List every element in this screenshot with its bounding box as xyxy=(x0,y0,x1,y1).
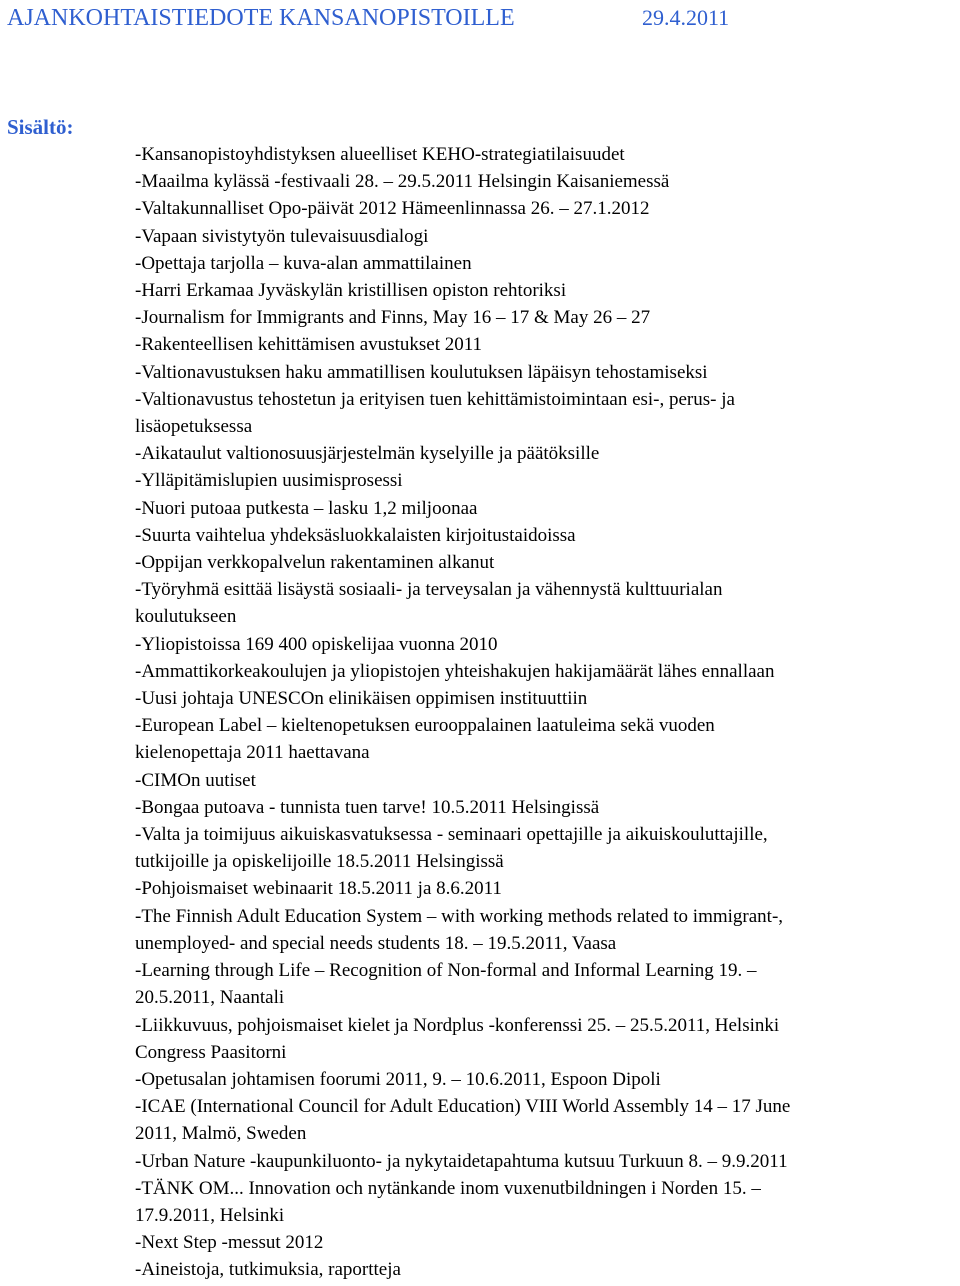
contents-item-line: -Ylläpitämislupien uusimisprosessi xyxy=(135,470,403,492)
contents-item xyxy=(135,168,960,195)
contents-item xyxy=(135,712,960,766)
contents-item-line: -Learning through Life – Recognition of Non-formal and Informal Learning 19. – xyxy=(135,960,757,982)
contents-item-line: -CIMOn uutiset xyxy=(135,769,256,791)
contents-item xyxy=(135,467,960,494)
contents-item xyxy=(135,141,960,168)
contents-item-line: lisäopetuksessa xyxy=(135,416,253,438)
contents-item xyxy=(135,658,960,685)
contents-item-line: -Ammattikorkeakoulujen ja yliopistojen yhteishakujen hakijamäärät lähes ennallaan xyxy=(135,660,775,682)
contents-item-line: -Urban Nature -kaupunkiluonto- ja nykytaidetapahtuma kutsuu Turkuun 8. – 9.9.2011 xyxy=(135,1150,788,1172)
document-header xyxy=(7,2,947,34)
contents-item-line: -Uusi johtaja UNESCOn elinikäisen oppimisen instituuttiin xyxy=(135,688,588,710)
contents-item-line: -Opettaja tarjolla – kuva-alan ammattilainen xyxy=(135,252,472,274)
contents-item-line: 2011, Malmö, Sweden xyxy=(135,1123,307,1145)
contents-item xyxy=(135,1256,960,1283)
contents-item xyxy=(135,1012,960,1066)
contents-item-line: koulutukseen xyxy=(135,606,237,628)
contents-item-line: -Pohjoismaiset webinaarit 18.5.2011 ja 8.6.2011 xyxy=(135,878,502,900)
contents-item-line: Congress Paasitorni xyxy=(135,1041,287,1063)
contents-item xyxy=(135,767,960,794)
contents-item xyxy=(135,821,960,875)
contents-item xyxy=(135,1229,960,1256)
contents-item-line: -Aikataulut valtionosuusjärjestelmän kyselyille ja päätöksille xyxy=(135,443,600,465)
contents-item-line: tutkijoille ja opiskelijoille 18.5.2011 Helsingissä xyxy=(135,851,504,873)
contents-item-line: -Valtionavustus tehostetun ja erityisen tuen kehittämistoimintaan esi-, perus- ja xyxy=(135,388,735,410)
contents-item xyxy=(135,522,960,549)
contents-item-line: -ICAE (International Council for Adult Education) VIII World Assembly 14 – 17 June xyxy=(135,1096,791,1118)
contents-item xyxy=(135,1093,960,1147)
contents-item xyxy=(135,903,960,957)
contents-item-line: -Yliopistoissa 169 400 opiskelijaa vuonna 2010 xyxy=(135,633,498,655)
contents-item-line: -Nuori putoaa putkesta – lasku 1,2 miljoonaa xyxy=(135,497,478,519)
document-title: AJANKOHTAISTIEDOTE KANSANOPISTOILLE xyxy=(7,5,515,31)
contents-item-line: -Valtakunnalliset Opo-päivät 2012 Hämeenlinnassa 26. – 27.1.2012 xyxy=(135,198,650,220)
document-date: 29.4.2011 xyxy=(642,5,730,30)
contents-item-line: kielenopettaja 2011 haettavana xyxy=(135,742,370,764)
contents-item xyxy=(135,631,960,658)
contents-item-line: -European Label – kieltenopetuksen eurooppalainen laatuleima sekä vuoden xyxy=(135,715,715,737)
contents-item-line: 20.5.2011, Naantali xyxy=(135,987,285,1009)
contents-item-line: -Harri Erkamaa Jyväskylän kristillisen opiston rehtoriksi xyxy=(135,280,567,302)
contents-item-line: -Rakenteellisen kehittämisen avustukset 2011 xyxy=(135,334,483,356)
contents-item xyxy=(135,875,960,902)
contents-item-line: -Oppijan verkkopalvelun rakentaminen alkanut xyxy=(135,552,495,574)
contents-item xyxy=(135,685,960,712)
contents-item xyxy=(135,495,960,522)
contents-item xyxy=(135,1148,960,1175)
contents-item xyxy=(135,1066,960,1093)
contents-item-line: -Liikkuvuus, pohjoismaiset kielet ja Nordplus -konferenssi 25. – 25.5.2011, Helsinki xyxy=(135,1014,780,1036)
contents-item-line: -Valtionavustuksen haku ammatillisen koulutuksen läpäisyn tehostamiseksi xyxy=(135,361,708,383)
contents-heading: Sisältö: xyxy=(7,115,74,139)
contents-item-line: -Kansanopistoyhdistyksen alueelliset KEHO-strategiatilaisuudet xyxy=(135,144,625,165)
contents-item-line: -TÄNK OM... Innovation och nytänkande inom vuxenutbildningen i Norden 15. – xyxy=(135,1177,761,1199)
contents-item-line: 17.9.2011, Helsinki xyxy=(135,1204,285,1226)
contents-item-line: -Vapaan sivistytyön tulevaisuusdialogi xyxy=(135,225,429,247)
contents-item-line: -Bongaa putoava - tunnista tuen tarve! 10.5.2011 Helsingissä xyxy=(135,796,600,818)
contents-item xyxy=(135,359,960,386)
contents-item-line: -The Finnish Adult Education System – with working methods related to immigrant-, xyxy=(135,905,784,927)
contents-item-line: -Next Step -messut 2012 xyxy=(135,1232,324,1254)
contents-item-line: -Työryhmä esittää lisäystä sosiaali- ja terveysalan ja vähennystä kulttuurialan xyxy=(135,579,723,601)
contents-list xyxy=(135,141,960,1284)
contents-item xyxy=(135,794,960,821)
contents-item xyxy=(135,549,960,576)
contents-item xyxy=(135,250,960,277)
contents-item xyxy=(135,576,960,630)
contents-item-line: -Suurta vaihtelua yhdeksäsluokkalaisten kirjoitustaidoissa xyxy=(135,524,576,546)
contents-item-line: unemployed- and special needs students 18. – 19.5.2011, Vaasa xyxy=(135,932,617,954)
contents-item xyxy=(135,957,960,1011)
contents-item xyxy=(135,386,960,440)
contents-item-line: -Maailma kylässä -festivaali 28. – 29.5.2011 Helsingin Kaisaniemessä xyxy=(135,171,670,193)
contents-item xyxy=(135,440,960,467)
contents-item xyxy=(135,195,960,222)
contents-item-line: -Opetusalan johtamisen foorumi 2011, 9. – 10.6.2011, Espoon Dipoli xyxy=(135,1068,661,1090)
contents-item xyxy=(135,331,960,358)
contents-item xyxy=(135,223,960,250)
contents-item xyxy=(135,1175,960,1229)
contents-item xyxy=(135,277,960,304)
contents-item xyxy=(135,304,960,331)
contents-item-line: -Aineistoja, tutkimuksia, raportteja xyxy=(135,1259,401,1281)
contents-item-line: -Valta ja toimijuus aikuiskasvatuksessa - seminaari opettajille ja aikuiskouluttajille, xyxy=(135,824,768,846)
contents-item-line: -Journalism for Immigrants and Finns, May 16 – 17 & May 26 – 27 xyxy=(135,307,651,329)
